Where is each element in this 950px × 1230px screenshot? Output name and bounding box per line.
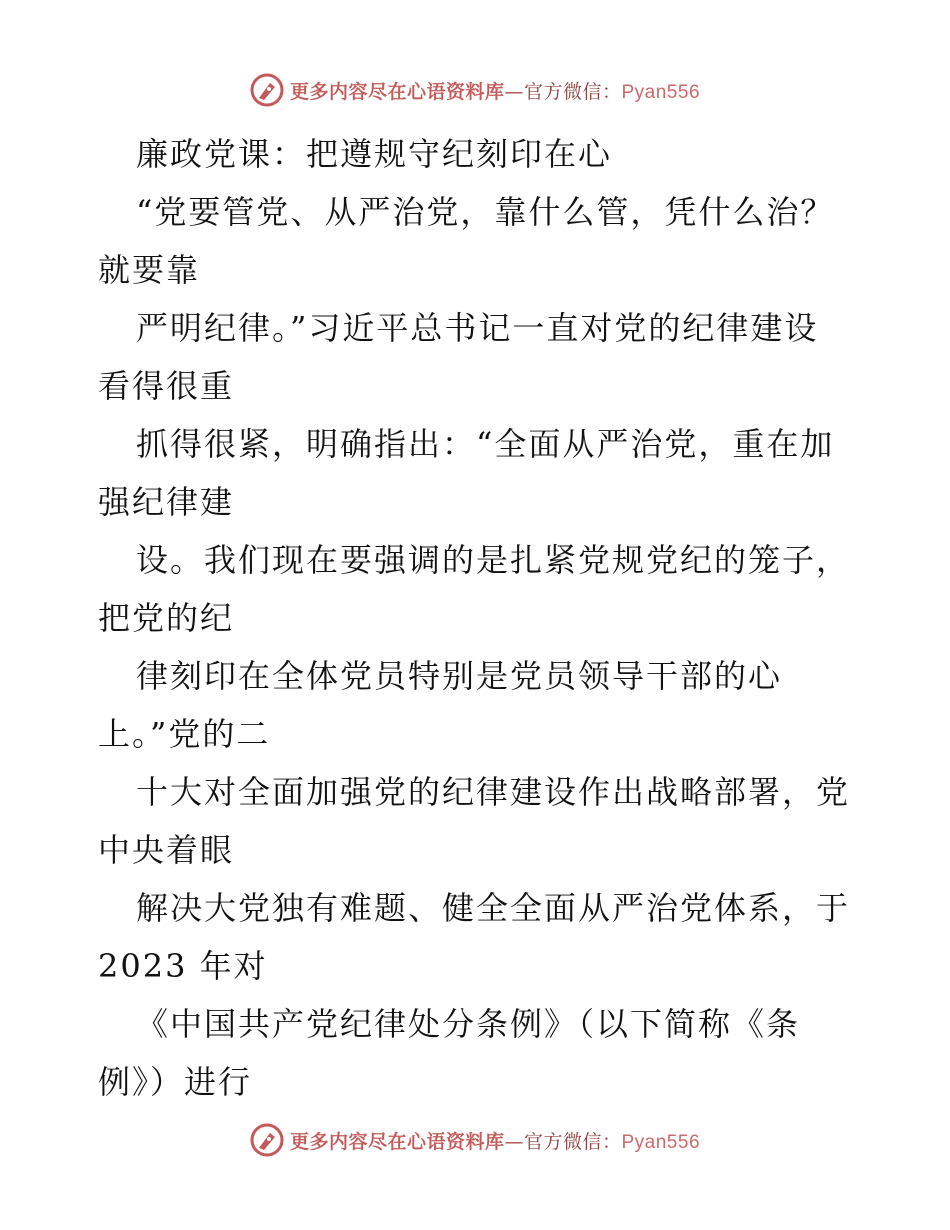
doc-line: 看得很重: [98, 367, 235, 405]
doc-line: 设。我们现在要强调的是扎紧党规党纪的笼子，: [136, 541, 851, 579]
banner-official-label: 官方微信：: [523, 80, 622, 103]
doc-line: 强纪律建: [98, 483, 235, 521]
doc-line: 就要靠: [98, 251, 201, 289]
document-body: [98, 125, 858, 1111]
banner-official-label: 官方微信：: [523, 1130, 622, 1153]
header-banner: [0, 70, 950, 110]
doc-line: 解决大党独有难题、健全全面从严治党体系，于: [136, 889, 851, 927]
banner-title: 更多内容尽在心语资料库: [289, 1130, 505, 1153]
pen-nib-seal-icon: [250, 1123, 284, 1157]
doc-line: 上。”党的二: [98, 715, 271, 753]
doc-line: 《中国共产党纪律处分条例》（以下简称《条: [136, 1005, 801, 1043]
banner-title: 更多内容尽在心语资料库: [289, 80, 505, 103]
banner-separator: —: [504, 80, 524, 103]
doc-line: 严明纪律。”习近平总书记一直对党的纪律建设: [136, 309, 819, 347]
doc-line: “党要管党、从严治党，靠什么管，凭什么治？: [136, 193, 835, 231]
doc-line: 例》）进行: [98, 1063, 253, 1101]
doc-line: 抓得很紧，明确指出：“全面从严治党，重在加: [136, 425, 835, 463]
banner-wechat-id: Pyan556: [621, 81, 701, 103]
doc-line: 把党的纪: [98, 599, 235, 637]
doc-line: 律刻印在全体党员特别是党员领导干部的心: [136, 657, 783, 695]
banner-text: [290, 77, 700, 104]
doc-line: 十大对全面加强党的纪律建设作出战略部署，党: [136, 773, 851, 811]
pen-nib-seal-icon: [250, 73, 284, 107]
doc-line: 2023 年对: [98, 947, 268, 985]
banner-wechat-id: Pyan556: [621, 1131, 701, 1153]
banner-text: [290, 1127, 700, 1154]
footer-banner: [0, 1120, 950, 1160]
doc-line: 中央着眼: [98, 831, 235, 869]
banner-separator: —: [504, 1130, 524, 1153]
doc-title: 廉政党课：把遵规守纪刻印在心: [136, 135, 613, 173]
